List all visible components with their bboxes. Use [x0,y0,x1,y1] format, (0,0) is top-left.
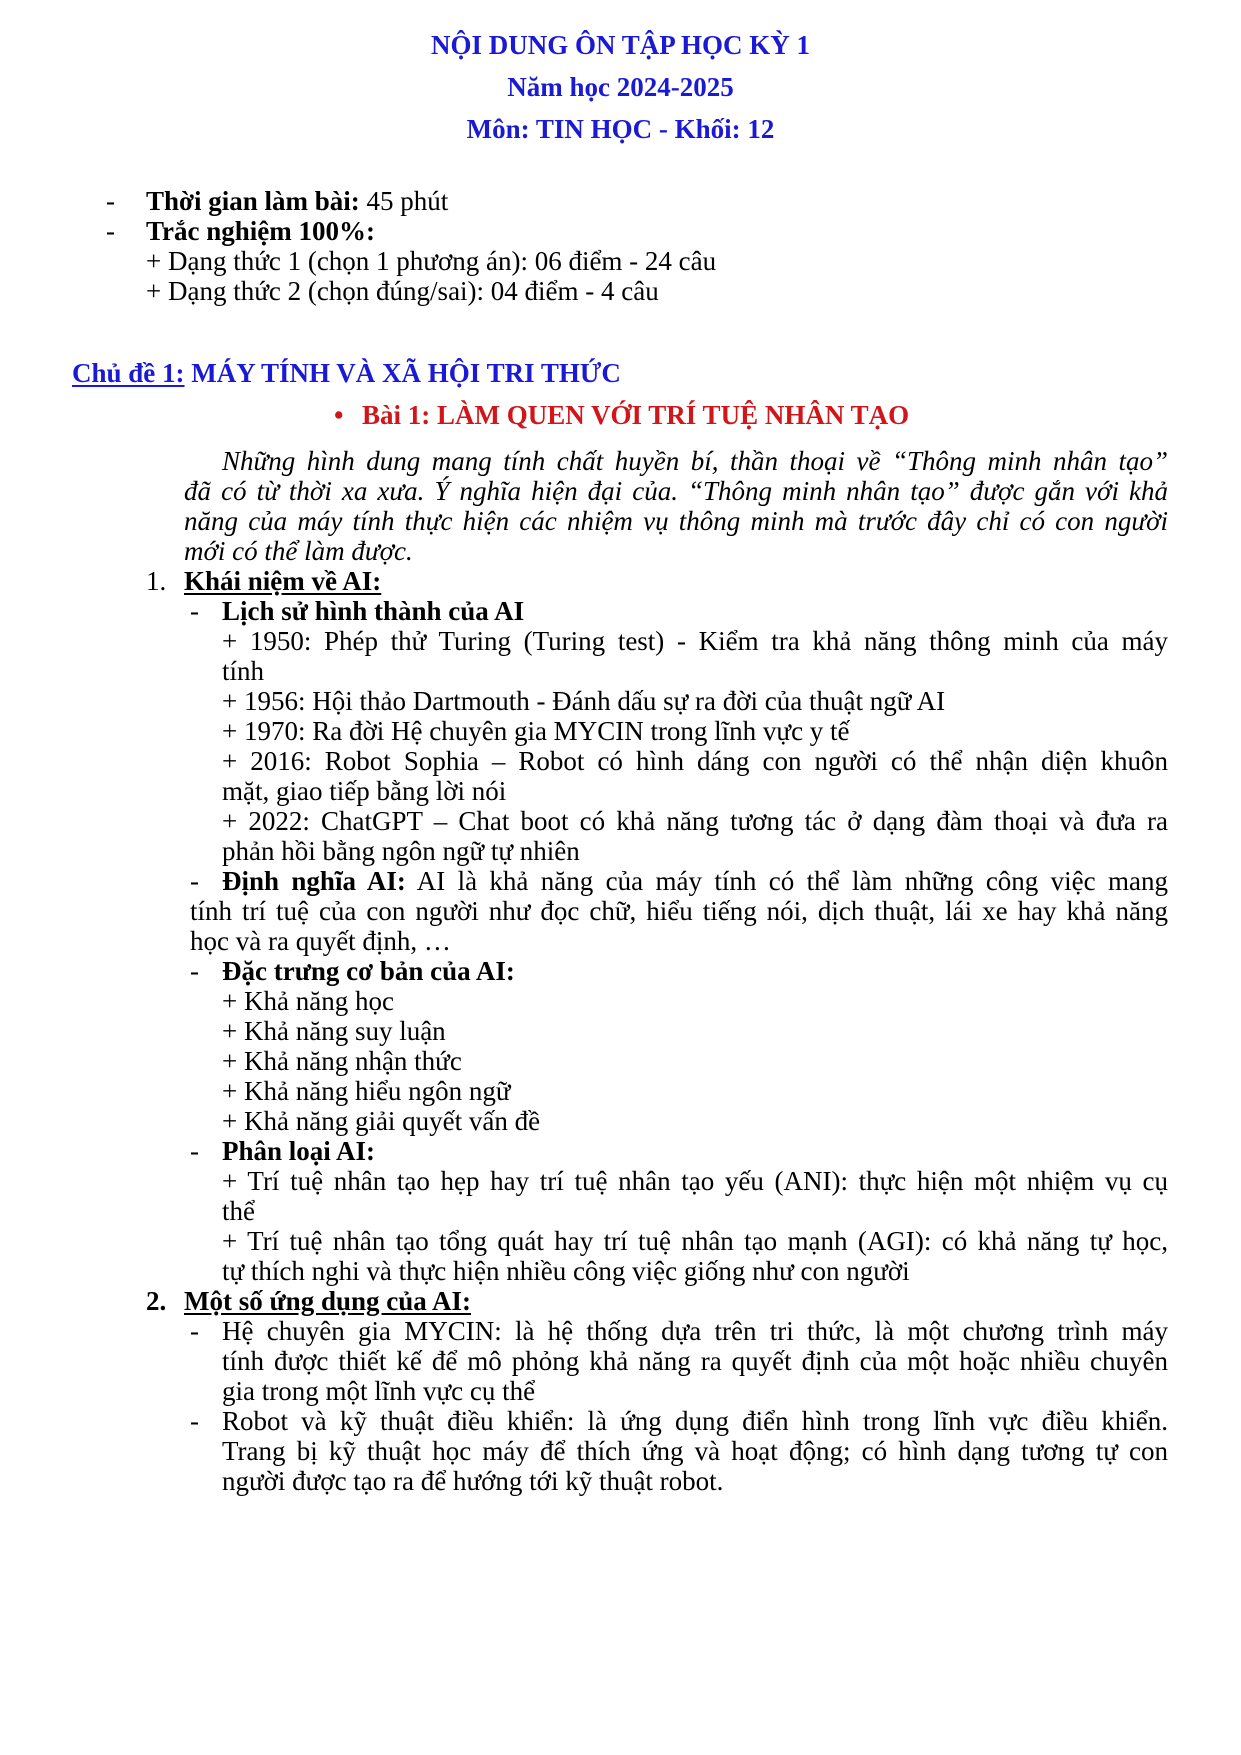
topic-name: MÁY TÍNH VÀ XÃ HỘI TRI THỨC [184,358,621,388]
definition-line-1 [222,864,1168,898]
types-label: Phân loại AI: [222,1136,376,1166]
feature-item: + Khả năng hiểu ngôn ngữ [222,1076,511,1106]
history-item: + 1956: Hội thảo Dartmouth - Đánh dấu sự ra đời của thuật ngữ AI [222,686,946,716]
intro-line: đã có từ thời xa xưa. Ý nghĩa hiện đại của. “Thông minh nhân tạo” được gắn với khả [184,476,1168,506]
type-item: + Trí tuệ nhân tạo hẹp hay trí tuệ nhân tạo yếu (ANI): thực hiện một nhiệm vụ cụ [222,1166,1168,1196]
dash-marker: - [106,216,115,246]
exam-form-2: + Dạng thức 2 (chọn đúng/sai): 04 điểm - 4 câu [146,276,659,306]
exam-time-label: Thời gian làm bài: [146,186,360,216]
section-2-heading: Một số ứng dụng của AI: [184,1286,472,1316]
feature-item: + Khả năng học [222,986,394,1016]
definition-text: AI là khả năng của máy tính có thể làm những công việc mang [405,866,1169,896]
definition-line: tính trí tuệ của con người như đọc chữ, hiểu tiếng nói, dịch thuật, lái xe hay khả năng [190,896,1168,926]
history-item: phản hồi bằng ngôn ngữ tự nhiên [222,836,580,866]
history-item: tính [222,656,265,686]
feature-item: + Khả năng nhận thức [222,1046,462,1076]
history-item: mặt, giao tiếp bằng lời nói [222,776,507,806]
dash-marker: - [190,1406,199,1436]
mycin-line: gia trong một lĩnh vực cụ thể [222,1376,536,1406]
robot-line: Trang bị kỹ thuật học máy để thích ứng và hoạt động; có hình dạng tương tự con [222,1436,1168,1466]
mycin-line: Hệ chuyên gia MYCIN: là hệ thống dựa trên tri thức, là một chương trình máy [222,1316,1168,1346]
section-2-number: 2. [146,1286,167,1316]
dash-marker: - [190,1316,199,1346]
mycin-line: tính được thiết kế để mô phỏng khả năng ra quyết định của một hoặc nhiều chuyên [222,1346,1168,1376]
intro-line: mới có thể làm được. [184,536,413,566]
feature-item: + Khả năng giải quyết vấn đề [222,1106,541,1136]
history-item: + 1950: Phép thử Turing (Turing test) - Kiểm tra khả năng thông minh của máy [222,626,1168,656]
intro-line: năng của máy tính thực hiện các nhiệm vụ thông minh mà trước đây chỉ có con người [184,506,1168,536]
exam-time-value: 45 phút [359,186,449,216]
intro-line: Những hình dung mang tính chất huyền bí, thần thoại về “Thông minh nhân tạo” [222,446,1168,476]
history-item: + 2022: ChatGPT – Chat boot có khả năng tương tác ở dạng đàm thoại và đưa ra [222,806,1168,836]
type-item: + Trí tuệ nhân tạo tổng quát hay trí tuệ nhân tạo mạnh (AGI): có khả năng tự học, [222,1226,1168,1256]
type-item: thể [222,1196,255,1226]
topic-heading [72,356,621,390]
dash-marker: - [190,1136,199,1166]
history-label: Lịch sử hình thành của AI [222,596,525,626]
history-item: + 1970: Ra đời Hệ chuyên gia MYCIN trong lĩnh vực y tế [222,716,850,746]
definition-line: học và ra quyết định, … [190,926,451,956]
robot-line: người được tạo ra để hướng tới kỹ thuật robot. [222,1466,724,1496]
document-title: NỘI DUNG ÔN TẬP HỌC KỲ 1 [430,30,811,60]
section-1-number: 1. [146,566,167,596]
history-item: + 2016: Robot Sophia – Robot có hình dáng con người có thể nhận diện khuôn [222,746,1168,776]
exam-time [146,184,448,218]
lesson-title: Bài 1: LÀM QUEN VỚI TRÍ TUỆ NHÂN TẠO [362,400,910,430]
lesson-bullet: • [334,400,344,430]
features-label: Đặc trưng cơ bản của AI: [222,956,515,986]
dash-marker: - [190,596,199,626]
feature-item: + Khả năng suy luận [222,1016,446,1046]
school-year: Năm học 2024-2025 [507,72,734,102]
robot-line: Robot và kỹ thuật điều khiển: là ứng dụng điển hình trong lĩnh vực điều khiển. [222,1406,1168,1436]
topic-label: Chủ đề 1: [72,358,185,388]
exam-type-label: Trắc nghiệm 100%: [146,216,375,246]
dash-marker: - [190,866,199,896]
dash-marker: - [106,186,115,216]
type-item: tự thích nghi và thực hiện nhiều công việc giống như con người [222,1256,910,1286]
exam-form-1: + Dạng thức 1 (chọn 1 phương án): 06 điểm - 24 câu [146,246,717,276]
section-1-heading: Khái niệm về AI: [184,566,382,596]
definition-label: Định nghĩa AI: [222,866,406,896]
subject-line: Môn: TIN HỌC - Khối: 12 [466,114,775,144]
dash-marker: - [190,956,199,986]
